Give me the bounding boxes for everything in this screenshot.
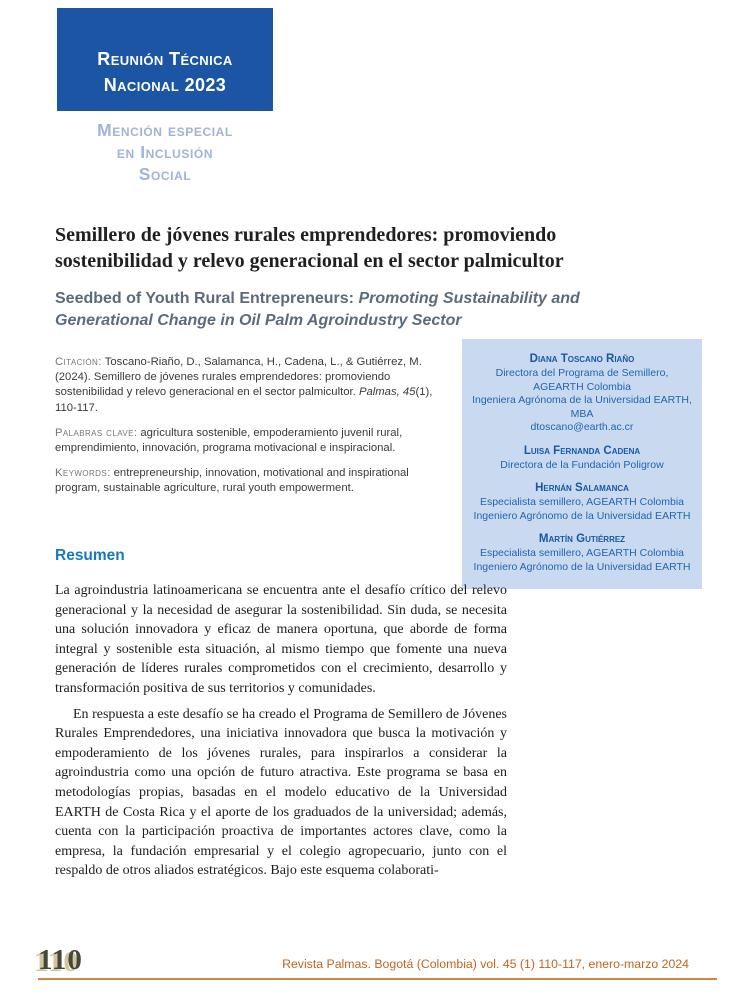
mention-banner	[57, 119, 273, 185]
author-role: Especialista semillero, AGEARTH Colombia	[479, 547, 685, 559]
abstract-body	[55, 581, 507, 881]
author-block	[472, 352, 692, 435]
abstract-paragraph-1: La agroindustria latinoamericana se encuentra ante el desafío crítico del relevo generacional y la necesidad de asegurar la sostenibilidad. Sin duda, se necesita una solución innovadora y eficaz de manera oportuna, que aborde de forma integral y sostenible esta situación, al mismo tiempo que fomente una nueva generación de líderes rurales comprometidos con el crecimiento, desarrollo y transformación positiva de sus territorios y comunidades.	[55, 583, 507, 696]
section-heading-resumen: Resumen	[55, 547, 125, 564]
article-title-en-prefix: Seedbed of Youth Rural Entrepreneurs:	[55, 290, 359, 307]
author-name: Diana Toscano Riaño	[529, 353, 635, 365]
citation-text: Toscano-Riaño, D., Salamanca, H., Cadena, L., & Gutiérrez, M. (2024). Semillero de jóvenes rurales emprendedores: promoviendo sostenibilidad y relevo generacional en el sector palmicultor.	[55, 356, 422, 399]
author-degree: Ingeniero Agrónomo de la Universidad EARTH	[473, 509, 691, 522]
article-title-en-italic: Promoting Sustainability and Generational Change in Oil Palm Agroindustry Sector	[55, 290, 580, 329]
event-banner-line-2: Nacional 2023	[103, 75, 227, 95]
keywords-label: Keywords:	[55, 467, 111, 480]
keywords-block	[55, 466, 457, 496]
page-footer	[38, 942, 717, 980]
author-role: Directora de la Fundación Poligrow	[500, 458, 664, 471]
event-banner-line-1: Reunión Técnica	[97, 49, 233, 69]
author-name: Hernán Salamanca	[535, 482, 629, 494]
citation-journal-italic: Palmas, 45	[358, 386, 416, 399]
author-degree: Ingeniera Agrónoma de la Universidad EARTH, MBA	[472, 394, 692, 420]
author-name: Martín Gutiérrez	[538, 533, 626, 545]
article-meta	[55, 355, 457, 507]
author-role: Directora del Programa de Semillero, AGEARTH Colombia	[495, 367, 669, 393]
abstract-section	[55, 547, 507, 881]
author-name: Luisa Fernanda Cadena	[523, 444, 641, 457]
author-email: dtoscano@earth.ac.cr	[530, 421, 634, 433]
mention-line-2: en Inclusión	[116, 142, 214, 162]
abstract-paragraph-2: En respuesta a este desafío se ha creado el Programa de Semillero de Jóvenes Rurales Emprendedores, una iniciativa innovadora que busca la motivación y empoderamiento de los jóvenes rurales, para inspirarlos a considerar la agroindustria como una opción de futuro atractiva. Este programa se basa en metodologías propias, basadas en el modelo educativo de la Universidad EARTH de Costa Rica y el aporte de los graduados de la universidad; además, cuenta con la participación proactiva de importantes actores clave, como la empresa, la fundación empresarial y el colegio agropecuario, junto con el respaldo de otros aliados estratégicos. Bajo este esquema colaborati-	[55, 706, 507, 879]
event-banner	[57, 8, 273, 111]
author-role: Especialista semillero, AGEARTH Colombia	[479, 496, 685, 508]
author-degree: Ingeniero Agrónomo de la Universidad EARTH	[473, 560, 691, 573]
citation-label: Citación:	[55, 356, 102, 368]
event-banner-text	[97, 46, 232, 111]
article-title-es: Semillero de jóvenes rurales emprendedores: promoviendo sostenibilidad y relevo generacional en el sector palmicultor	[55, 224, 564, 272]
palabras-clave-block	[55, 426, 457, 456]
author-block	[472, 481, 692, 523]
citation-block	[55, 355, 457, 416]
mention-line-1: Mención especial	[97, 120, 233, 140]
mention-line-3: Social	[138, 164, 192, 184]
journal-citation-line: Revista Palmas. Bogotá (Colombia) vol. 45 (1) 110-117, enero-marzo 2024	[282, 957, 689, 971]
palabras-clave-label: Palabras clave:	[55, 426, 138, 439]
article-title-en	[55, 288, 580, 332]
palabras-clave-text: agricultura sostenible, empoderamiento juvenil rural, emprendimiento, innovación, programa motivacional e inspiracional.	[55, 426, 403, 455]
page-number: 110	[38, 944, 83, 976]
citation-pages: (1), 110-117.	[55, 386, 433, 414]
author-block	[472, 444, 692, 473]
keywords-text: entrepreneurship, innovation, motivational and inspirational program, sustainable agriculture, rural youth empowerment.	[55, 467, 409, 495]
